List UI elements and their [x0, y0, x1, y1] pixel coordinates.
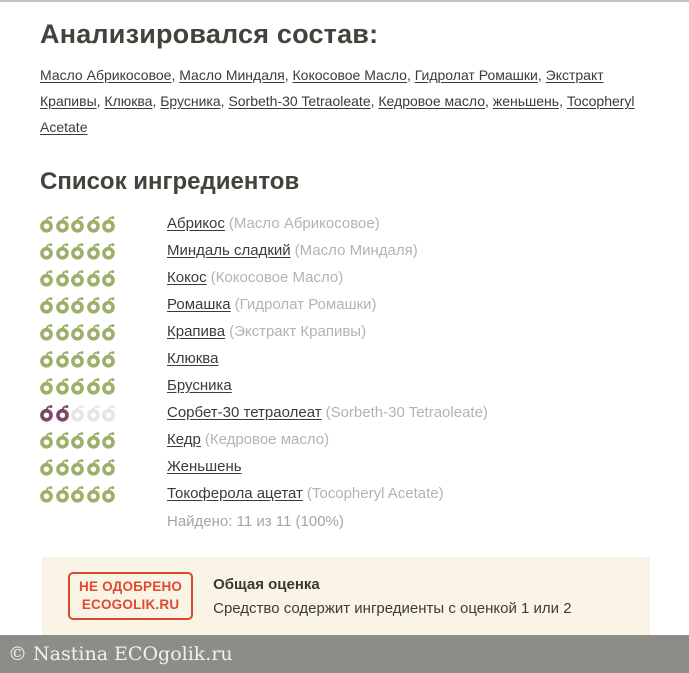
- footer-bar: [0, 635, 689, 673]
- composition-link[interactable]: Клюква: [104, 93, 153, 109]
- ingredient-row: [40, 318, 650, 345]
- rating-apple-icon: [40, 431, 54, 449]
- rating-apple-icon: [71, 242, 85, 260]
- verdict-title: Общая оценка: [213, 575, 320, 593]
- stamp-line-1: НЕ ОДОБРЕНО: [79, 579, 183, 594]
- rating-apple-icon: [87, 458, 101, 476]
- rating-apple-icon: [40, 215, 54, 233]
- composition-link[interactable]: Гидролат Ромашки: [414, 67, 538, 83]
- rating-apple-icon: [87, 296, 101, 314]
- not-approved-stamp: [68, 572, 193, 620]
- rating-apple-icon: [56, 431, 70, 449]
- rating-apple-icon: [102, 215, 116, 233]
- composition-link[interactable]: Экстракт Крапивы: [40, 67, 604, 109]
- ingredient-text: [167, 264, 343, 291]
- rating-cell: [40, 296, 167, 314]
- verdict-texts: [213, 576, 571, 617]
- rating-cell: [40, 242, 167, 260]
- rating-cell: [40, 350, 167, 368]
- rating-apple-icon: [71, 377, 85, 395]
- rating-cell: [40, 215, 167, 233]
- ingredient-row: [40, 237, 650, 264]
- rating-apple-icon: [56, 323, 70, 341]
- ingredient-row: [40, 264, 650, 291]
- rating-apple-icon: [71, 296, 85, 314]
- ingredient-row: [40, 399, 650, 426]
- ingredient-latin-name: (Гидролат Ромашки): [234, 296, 377, 313]
- rating-apple-icon: [87, 269, 101, 287]
- rating-apple-icon: [102, 377, 116, 395]
- rating-apple-icon: [40, 377, 54, 395]
- rating-apple-icon: [71, 458, 85, 476]
- ingredient-latin-name: (Sorbeth-30 Tetraoleate): [325, 404, 488, 421]
- ingredient-link[interactable]: Женьшень: [167, 458, 242, 475]
- rating-cell: [40, 458, 167, 476]
- stamp-line-2: ECOGOLIK.RU: [81, 597, 180, 612]
- ingredient-row: [40, 210, 650, 237]
- composition-link[interactable]: Брусника: [160, 93, 221, 109]
- found-count-text: Найдено: 11 из 11 (100%): [167, 513, 344, 530]
- ingredient-text: [167, 345, 218, 372]
- ingredient-text: [167, 372, 232, 399]
- rating-apple-icon: [71, 485, 85, 503]
- ingredient-link[interactable]: Абрикос: [167, 215, 225, 232]
- ingredient-text: [167, 237, 418, 264]
- composition-link[interactable]: Кедровое масло: [378, 93, 486, 109]
- ingredient-link[interactable]: Сорбет-30 тетраолеат: [167, 404, 322, 421]
- rating-apple-icon: [87, 377, 101, 395]
- ingredient-row: [40, 426, 650, 453]
- rating-apple-icon: [40, 269, 54, 287]
- composition-link[interactable]: Кокосовое Масло: [292, 67, 407, 83]
- ingredient-link[interactable]: Миндаль сладкий: [167, 242, 291, 259]
- rating-apple-icon: [102, 458, 116, 476]
- ingredient-link[interactable]: Кокос: [167, 269, 207, 286]
- ingredient-latin-name: (Масло Абрикосовое): [228, 215, 380, 232]
- ingredient-link[interactable]: Крапива: [167, 323, 226, 340]
- rating-apple-icon: [102, 485, 116, 503]
- ingredient-link[interactable]: Брусника: [167, 377, 232, 394]
- rating-apple-icon: [71, 215, 85, 233]
- ingredient-row: [40, 291, 650, 318]
- ingredient-row: [40, 372, 650, 399]
- rating-apple-icon: [56, 350, 70, 368]
- composition-links-paragraph: Масло Абрикосовое, Масло Миндаля, Кокосовое Масло, Гидролат Ромашки, Экстракт Крапивы, Клюква, Брусника, Sorbeth-30 Tetraoleate, Кедровое масло, женьшень, Tocopheryl Acetate: [40, 67, 635, 135]
- rating-apple-icon: [102, 404, 116, 422]
- composition-link[interactable]: женьшень: [492, 93, 560, 109]
- ingredient-text: [167, 426, 329, 453]
- rating-apple-icon: [56, 404, 70, 422]
- rating-apple-icon: [87, 242, 101, 260]
- rating-apple-icon: [40, 485, 54, 503]
- rating-apple-icon: [102, 269, 116, 287]
- ingredient-text: [167, 453, 242, 480]
- rating-apple-icon: [87, 350, 101, 368]
- rating-apple-icon: [71, 404, 85, 422]
- rating-apple-icon: [40, 323, 54, 341]
- ingredient-text: [167, 480, 444, 507]
- ingredient-list: [40, 210, 650, 507]
- rating-cell: [40, 431, 167, 449]
- ingredient-latin-name: (Экстракт Крапивы): [229, 323, 367, 340]
- ingredient-text: [167, 210, 380, 237]
- rating-apple-icon: [87, 215, 101, 233]
- rating-apple-icon: [56, 269, 70, 287]
- main-content: [0, 2, 689, 635]
- rating-apple-icon: [56, 242, 70, 260]
- ingredient-text: [167, 291, 377, 318]
- rating-apple-icon: [87, 323, 101, 341]
- ingredient-text: [167, 399, 488, 426]
- ingredient-row: [40, 345, 650, 372]
- rating-apple-icon: [71, 269, 85, 287]
- composition-link[interactable]: Масло Миндаля: [179, 67, 285, 83]
- rating-apple-icon: [56, 458, 70, 476]
- rating-apple-icon: [87, 431, 101, 449]
- ingredient-link[interactable]: Кедр: [167, 431, 201, 448]
- ingredient-text: [167, 318, 366, 345]
- ingredient-latin-name: (Кедровое масло): [204, 431, 330, 448]
- page-title: Анализировался состав:: [40, 19, 379, 49]
- overall-verdict-box: [42, 557, 650, 635]
- rating-apple-icon: [87, 404, 101, 422]
- rating-apple-icon: [40, 296, 54, 314]
- rating-cell: [40, 485, 167, 503]
- rating-apple-icon: [40, 458, 54, 476]
- rating-cell: [40, 269, 167, 287]
- rating-apple-icon: [71, 431, 85, 449]
- composition-link[interactable]: Масло Абрикосовое: [40, 67, 172, 83]
- rating-apple-icon: [40, 350, 54, 368]
- ingredient-row: [40, 453, 650, 480]
- rating-cell: [40, 377, 167, 395]
- section-title: Список ингредиентов: [40, 168, 300, 195]
- rating-cell: [40, 404, 167, 422]
- footer-copyright: © Nastina ECOgolik.ru: [8, 643, 233, 665]
- rating-apple-icon: [71, 350, 85, 368]
- ingredient-link[interactable]: Ромашка: [167, 296, 231, 313]
- ingredient-link[interactable]: Клюква: [167, 350, 219, 367]
- rating-apple-icon: [56, 296, 70, 314]
- rating-apple-icon: [56, 215, 70, 233]
- rating-apple-icon: [56, 485, 70, 503]
- composition-link[interactable]: Sorbeth-30 Tetraoleate: [228, 93, 371, 109]
- ingredient-latin-name: (Кокосовое Масло): [210, 269, 344, 286]
- ingredient-link[interactable]: Токоферола ацетат: [167, 485, 303, 502]
- ingredient-latin-name: (Tocopheryl Acetate): [306, 485, 444, 502]
- rating-apple-icon: [71, 323, 85, 341]
- composition-link[interactable]: Tocopheryl Acetate: [40, 93, 635, 135]
- rating-apple-icon: [40, 242, 54, 260]
- rating-apple-icon: [102, 323, 116, 341]
- rating-cell: [40, 323, 167, 341]
- rating-apple-icon: [40, 404, 54, 422]
- ingredient-latin-name: (Масло Миндаля): [294, 242, 418, 259]
- rating-apple-icon: [56, 377, 70, 395]
- rating-apple-icon: [102, 296, 116, 314]
- rating-apple-icon: [102, 242, 116, 260]
- verdict-description: Средство содержит ингредиенты с оценкой 1 или 2: [213, 599, 572, 617]
- ingredient-row: [40, 480, 650, 507]
- rating-apple-icon: [87, 485, 101, 503]
- rating-apple-icon: [102, 431, 116, 449]
- rating-apple-icon: [102, 350, 116, 368]
